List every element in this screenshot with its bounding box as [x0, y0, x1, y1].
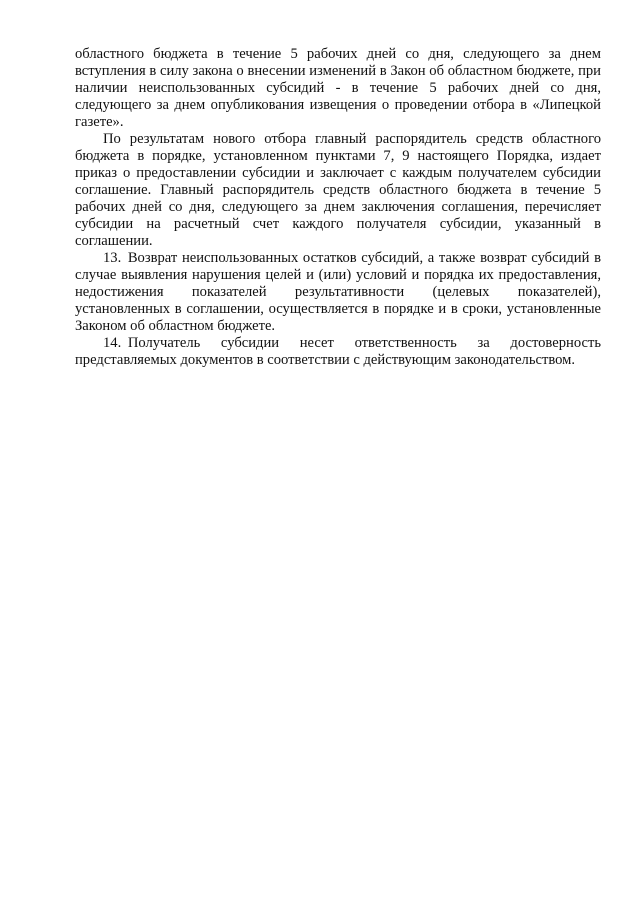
paragraph-continuation: областного бюджета в течение 5 рабочих дней со дня, следующего за днем вступления в силу закона о внесении изменений в Закон об областном бюджете, при наличии неиспользованных субсидий - в течение 5 рабочих дней со дня, следующего за днем опубликования извещения о проведении отбора в «Липецкой газете». — [75, 46, 601, 130]
paragraph-item-13 — [75, 250, 601, 335]
document-body — [75, 46, 601, 369]
item-13-text: Возврат неиспользованных остатков субсидий, а также возврат субсидий в случае выявления нарушения целей и (или) условий и порядка их предоставления, недостижения показателей результативности (целевых показателей), установленных в соглашении, осуществляется в порядке и в сроки, установленные Законом об областном бюджете. — [75, 250, 601, 334]
item-13-number: 13. — [103, 250, 122, 266]
paragraph-item-14 — [75, 335, 601, 369]
paragraph-new-selection-results: По результатам нового отбора главный распорядитель средств областного бюджета в порядке, установленном пунктами 7, 9 настоящего Порядка, издает приказ о предоставлении субсидии и заключает с каждым получателем субсидии соглашение. Главный распорядитель средств областного бюджета в течение 5 рабочих дней со дня, следующего за днем заключения соглашения, перечисляет субсидии на расчетный счет каждого получателя субсидии, указанный в соглашении. — [75, 131, 601, 249]
item-14-number: 14. — [103, 335, 122, 351]
item-14-text: Получатель субсидии несет ответственность за достоверность представляемых документов в соответствии с действующим законодательством. — [75, 335, 601, 368]
